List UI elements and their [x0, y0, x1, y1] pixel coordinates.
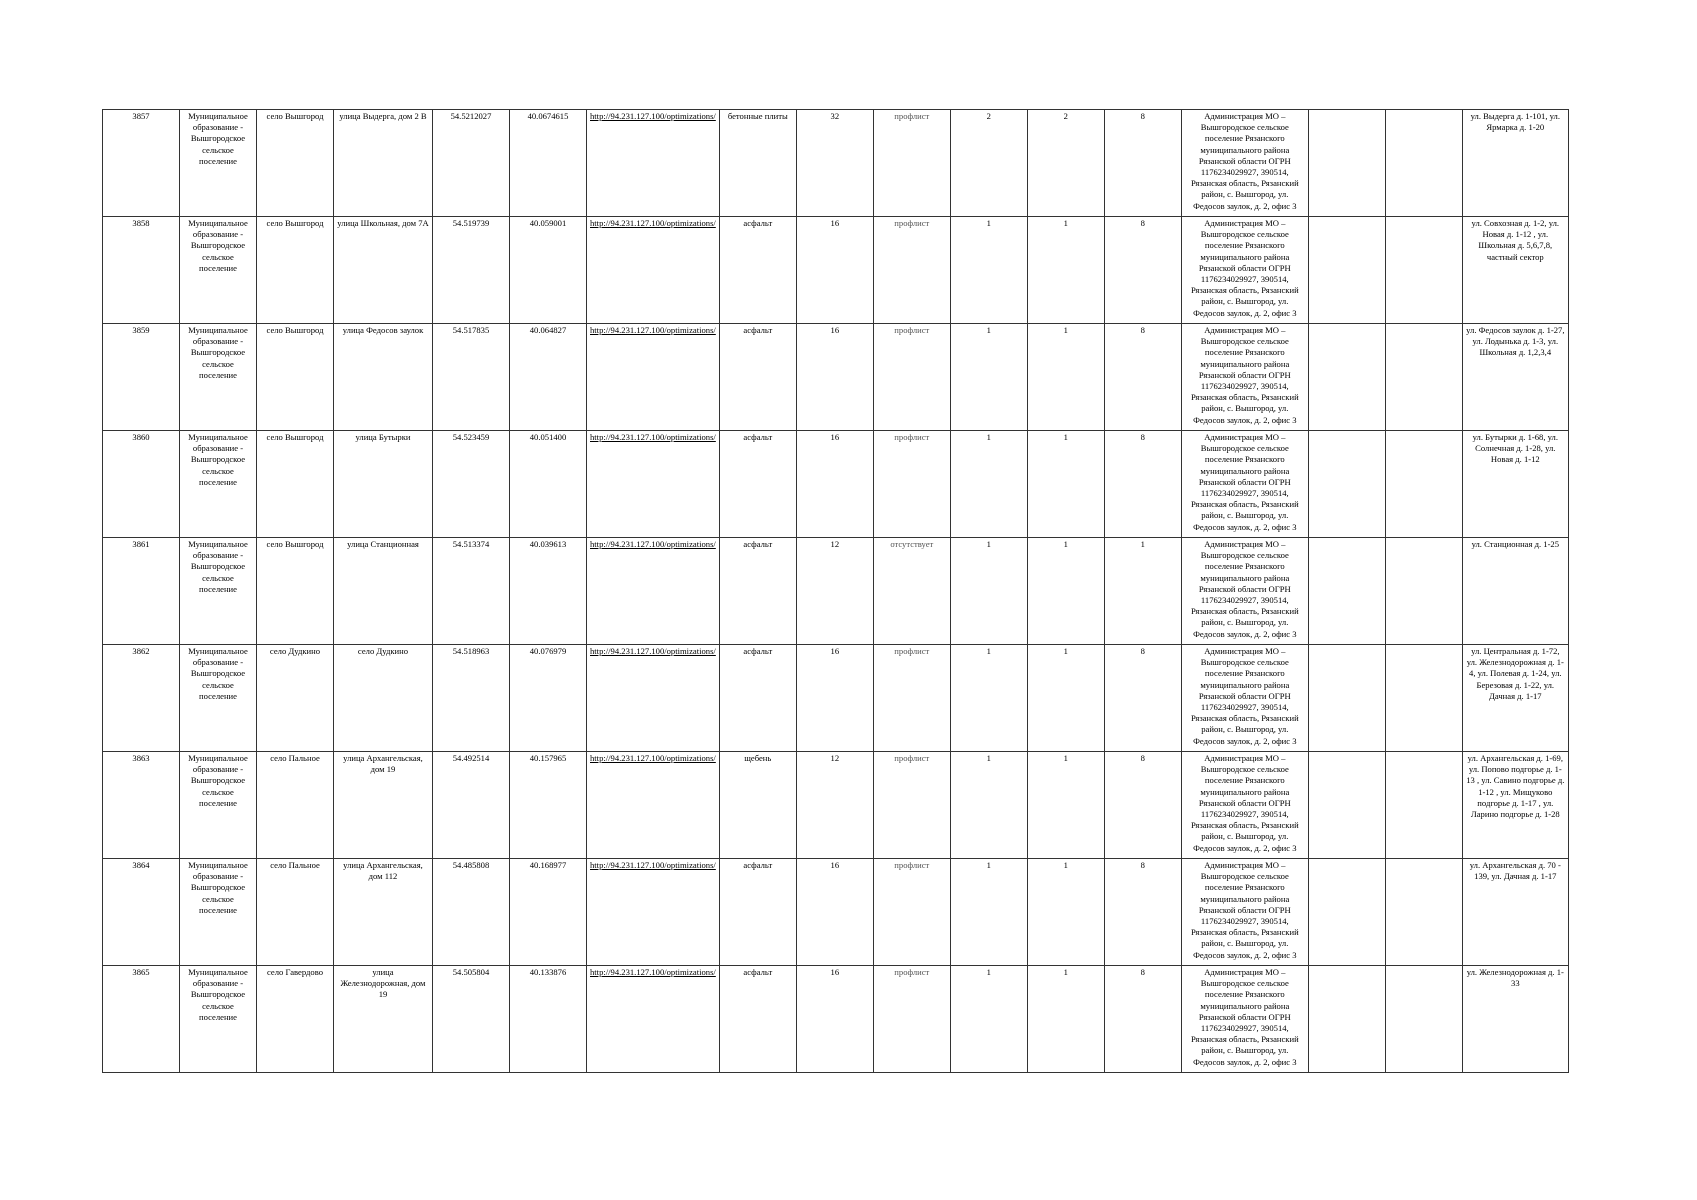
cell-lat: 54.519739	[433, 217, 510, 324]
cell-area: 16	[796, 324, 873, 431]
cell-lat: 54.523459	[433, 431, 510, 538]
cell-fence: профлист	[873, 431, 950, 538]
cell-surface: бетонные плиты	[719, 110, 796, 217]
table-row	[103, 966, 1569, 1073]
cell-num: 3860	[103, 431, 180, 538]
cell-served: ул. Станционная д. 1-25	[1462, 538, 1568, 645]
cell-served: ул. Федосов заулок д. 1-27, ул. Лодынька д. 1-3, ул. Школьная д. 1,2,3,4	[1462, 324, 1568, 431]
cell-area: 16	[796, 645, 873, 752]
cell-link[interactable]: http://94.231.127.100/optimizations/	[587, 645, 720, 752]
cell-e2	[1385, 324, 1462, 431]
table-row	[103, 645, 1569, 752]
cell-mo: Муниципальное образование - Вышгородское сельское поселение	[180, 324, 257, 431]
cell-e2	[1385, 217, 1462, 324]
cell-c3: 8	[1104, 645, 1181, 752]
cell-c3: 8	[1104, 110, 1181, 217]
cell-address: улица Архангельская, дом 112	[334, 859, 433, 966]
cell-area: 16	[796, 859, 873, 966]
cell-settlement: село Вышгород	[257, 324, 334, 431]
cell-c1: 1	[950, 431, 1027, 538]
cell-lat: 54.492514	[433, 752, 510, 859]
cell-owner: Администрация МО – Вышгородское сельское поселение Рязанского муниципального района Рязанской области ОГРН 1176234029927, 390514, Рязанская область, Рязанский район, с. Вышгород, ул. Федосов заулок, д. 2, офис 3	[1181, 859, 1308, 966]
cell-num: 3859	[103, 324, 180, 431]
cell-area: 32	[796, 110, 873, 217]
cell-e1	[1308, 752, 1385, 859]
cell-c2: 1	[1027, 431, 1104, 538]
cell-settlement: село Гавердово	[257, 966, 334, 1073]
cell-e2	[1385, 645, 1462, 752]
cell-fence: отсутствует	[873, 538, 950, 645]
cell-mo: Муниципальное образование - Вышгородское сельское поселение	[180, 859, 257, 966]
cell-mo: Муниципальное образование - Вышгородское сельское поселение	[180, 752, 257, 859]
cell-num: 3863	[103, 752, 180, 859]
cell-e2	[1385, 966, 1462, 1073]
cell-address: улица Школьная, дом 7А	[334, 217, 433, 324]
cell-c1: 1	[950, 217, 1027, 324]
cell-lon: 40.059001	[510, 217, 587, 324]
cell-served: ул. Выдерга д. 1-101, ул. Ярмарка д. 1-20	[1462, 110, 1568, 217]
cell-link[interactable]: http://94.231.127.100/optimizations/	[587, 538, 720, 645]
cell-link[interactable]: http://94.231.127.100/optimizations/	[587, 966, 720, 1073]
cell-address: улица Бутырки	[334, 431, 433, 538]
registry-table	[102, 109, 1569, 1073]
cell-link[interactable]: http://94.231.127.100/optimizations/	[587, 324, 720, 431]
cell-area: 12	[796, 538, 873, 645]
cell-served: ул. Бутырки д. 1-68, ул. Солнечная д. 1-28, ул. Новая д. 1-12	[1462, 431, 1568, 538]
cell-lon: 40.157965	[510, 752, 587, 859]
cell-lon: 40.051400	[510, 431, 587, 538]
cell-lon: 40.064827	[510, 324, 587, 431]
table-body	[103, 110, 1569, 1073]
cell-address: село Дудкино	[334, 645, 433, 752]
cell-lon: 40.0674615	[510, 110, 587, 217]
cell-c3: 8	[1104, 752, 1181, 859]
table-row	[103, 752, 1569, 859]
cell-area: 12	[796, 752, 873, 859]
cell-link[interactable]: http://94.231.127.100/optimizations/	[587, 217, 720, 324]
cell-lat: 54.518963	[433, 645, 510, 752]
cell-e1	[1308, 217, 1385, 324]
cell-e1	[1308, 966, 1385, 1073]
cell-c1: 1	[950, 859, 1027, 966]
cell-c1: 1	[950, 538, 1027, 645]
cell-e2	[1385, 538, 1462, 645]
cell-address: улица Федосов заулок	[334, 324, 433, 431]
cell-served: ул. Центральная д. 1-72, ул. Железнодорожная д. 1-4, ул. Полевая д. 1-24, ул. Березовая д. 1-22, ул. Дачная д. 1-17	[1462, 645, 1568, 752]
cell-c3: 8	[1104, 431, 1181, 538]
cell-fence: профлист	[873, 217, 950, 324]
cell-served: ул. Совхозная д. 1-2, ул. Новая д. 1-12 , ул. Школьная д. 5,6,7,8, частный сектор	[1462, 217, 1568, 324]
cell-mo: Муниципальное образование - Вышгородское сельское поселение	[180, 538, 257, 645]
cell-num: 3861	[103, 538, 180, 645]
cell-settlement: село Дудкино	[257, 645, 334, 752]
cell-fence: профлист	[873, 859, 950, 966]
table-row	[103, 859, 1569, 966]
cell-link[interactable]: http://94.231.127.100/optimizations/	[587, 752, 720, 859]
cell-owner: Администрация МО – Вышгородское сельское поселение Рязанского муниципального района Рязанской области ОГРН 1176234029927, 390514, Рязанская область, Рязанский район, с. Вышгород, ул. Федосов заулок, д. 2, офис 3	[1181, 966, 1308, 1073]
cell-e1	[1308, 110, 1385, 217]
cell-c3: 8	[1104, 859, 1181, 966]
cell-num: 3862	[103, 645, 180, 752]
cell-fence: профлист	[873, 966, 950, 1073]
cell-link[interactable]: http://94.231.127.100/optimizations/	[587, 110, 720, 217]
cell-e2	[1385, 110, 1462, 217]
cell-area: 16	[796, 966, 873, 1073]
cell-c1: 1	[950, 752, 1027, 859]
cell-settlement: село Вышгород	[257, 431, 334, 538]
cell-num: 3858	[103, 217, 180, 324]
cell-lat: 54.517835	[433, 324, 510, 431]
cell-owner: Администрация МО – Вышгородское сельское поселение Рязанского муниципального района Рязанской области ОГРН 1176234029927, 390514, Рязанская область, Рязанский район, с. Вышгород, ул. Федосов заулок, д. 2, офис 3	[1181, 645, 1308, 752]
cell-surface: асфальт	[719, 217, 796, 324]
table-row	[103, 217, 1569, 324]
cell-c3: 8	[1104, 966, 1181, 1073]
table-row	[103, 538, 1569, 645]
cell-e2	[1385, 431, 1462, 538]
cell-lat: 54.485808	[433, 859, 510, 966]
cell-mo: Муниципальное образование - Вышгородское сельское поселение	[180, 110, 257, 217]
cell-address: улица Станционная	[334, 538, 433, 645]
cell-lat: 54.5212027	[433, 110, 510, 217]
cell-owner: Администрация МО – Вышгородское сельское поселение Рязанского муниципального района Рязанской области ОГРН 1176234029927, 390514, Рязанская область, Рязанский район, с. Вышгород, ул. Федосов заулок, д. 2, офис 3	[1181, 217, 1308, 324]
table-row	[103, 324, 1569, 431]
cell-owner: Администрация МО – Вышгородское сельское поселение Рязанского муниципального района Рязанской области ОГРН 1176234029927, 390514, Рязанская область, Рязанский район, с. Вышгород, ул. Федосов заулок, д. 2, офис 3	[1181, 110, 1308, 217]
cell-c2: 1	[1027, 645, 1104, 752]
cell-served: ул. Архангельская д. 1-69, ул. Попово подгорье д. 1-13 , ул. Савино подгорье д. 1-12 , ул. Мищуково подгорье д. 1-17 , ул. Ларино подгорье д. 1-28	[1462, 752, 1568, 859]
cell-owner: Администрация МО – Вышгородское сельское поселение Рязанского муниципального района Рязанской области ОГРН 1176234029927, 390514, Рязанская область, Рязанский район, с. Вышгород, ул. Федосов заулок, д. 2, офис 3	[1181, 752, 1308, 859]
cell-area: 16	[796, 431, 873, 538]
table-row	[103, 110, 1569, 217]
cell-surface: щебень	[719, 752, 796, 859]
cell-settlement: село Пальное	[257, 752, 334, 859]
cell-owner: Администрация МО – Вышгородское сельское поселение Рязанского муниципального района Рязанской области ОГРН 1176234029927, 390514, Рязанская область, Рязанский район, с. Вышгород, ул. Федосов заулок, д. 2, офис 3	[1181, 538, 1308, 645]
cell-c2: 2	[1027, 110, 1104, 217]
table-row	[103, 431, 1569, 538]
cell-c3: 8	[1104, 324, 1181, 431]
cell-fence: профлист	[873, 110, 950, 217]
cell-served: ул. Архангельская д. 70 - 139, ул. Дачная д. 1-17	[1462, 859, 1568, 966]
cell-e1	[1308, 645, 1385, 752]
cell-lat: 54.513374	[433, 538, 510, 645]
cell-surface: асфальт	[719, 966, 796, 1073]
cell-num: 3865	[103, 966, 180, 1073]
cell-surface: асфальт	[719, 431, 796, 538]
cell-c1: 2	[950, 110, 1027, 217]
cell-mo: Муниципальное образование - Вышгородское сельское поселение	[180, 431, 257, 538]
cell-lon: 40.076979	[510, 645, 587, 752]
cell-surface: асфальт	[719, 859, 796, 966]
cell-link[interactable]: http://94.231.127.100/optimizations/	[587, 859, 720, 966]
cell-fence: профлист	[873, 645, 950, 752]
cell-e2	[1385, 752, 1462, 859]
cell-e2	[1385, 859, 1462, 966]
cell-address: улица Архангельская, дом 19	[334, 752, 433, 859]
cell-mo: Муниципальное образование - Вышгородское сельское поселение	[180, 645, 257, 752]
cell-num: 3857	[103, 110, 180, 217]
cell-settlement: село Вышгород	[257, 538, 334, 645]
cell-c2: 1	[1027, 217, 1104, 324]
cell-c2: 1	[1027, 966, 1104, 1073]
cell-surface: асфальт	[719, 645, 796, 752]
cell-owner: Администрация МО – Вышгородское сельское поселение Рязанского муниципального района Рязанской области ОГРН 1176234029927, 390514, Рязанская область, Рязанский район, с. Вышгород, ул. Федосов заулок, д. 2, офис 3	[1181, 324, 1308, 431]
cell-c2: 1	[1027, 752, 1104, 859]
cell-e1	[1308, 859, 1385, 966]
cell-c2: 1	[1027, 538, 1104, 645]
cell-num: 3864	[103, 859, 180, 966]
cell-mo: Муниципальное образование - Вышгородское сельское поселение	[180, 966, 257, 1073]
cell-served: ул. Железнодорожная д. 1-33	[1462, 966, 1568, 1073]
cell-c2: 1	[1027, 324, 1104, 431]
cell-lat: 54.505804	[433, 966, 510, 1073]
cell-fence: профлист	[873, 752, 950, 859]
cell-link[interactable]: http://94.231.127.100/optimizations/	[587, 431, 720, 538]
cell-fence: профлист	[873, 324, 950, 431]
cell-lon: 40.168977	[510, 859, 587, 966]
cell-c1: 1	[950, 645, 1027, 752]
cell-c1: 1	[950, 324, 1027, 431]
cell-e1	[1308, 538, 1385, 645]
cell-lon: 40.039613	[510, 538, 587, 645]
cell-address: улица Железнодорожная, дом 19	[334, 966, 433, 1073]
cell-e1	[1308, 431, 1385, 538]
cell-address: улица Выдерга, дом 2 В	[334, 110, 433, 217]
cell-surface: асфальт	[719, 538, 796, 645]
cell-area: 16	[796, 217, 873, 324]
cell-e1	[1308, 324, 1385, 431]
cell-c3: 8	[1104, 217, 1181, 324]
cell-c1: 1	[950, 966, 1027, 1073]
cell-settlement: село Вышгород	[257, 217, 334, 324]
cell-owner: Администрация МО – Вышгородское сельское поселение Рязанского муниципального района Рязанской области ОГРН 1176234029927, 390514, Рязанская область, Рязанский район, с. Вышгород, ул. Федосов заулок, д. 2, офис 3	[1181, 431, 1308, 538]
cell-settlement: село Пальное	[257, 859, 334, 966]
cell-c3: 1	[1104, 538, 1181, 645]
cell-settlement: село Вышгород	[257, 110, 334, 217]
cell-c2: 1	[1027, 859, 1104, 966]
cell-lon: 40.133876	[510, 966, 587, 1073]
cell-mo: Муниципальное образование - Вышгородское сельское поселение	[180, 217, 257, 324]
cell-surface: асфальт	[719, 324, 796, 431]
